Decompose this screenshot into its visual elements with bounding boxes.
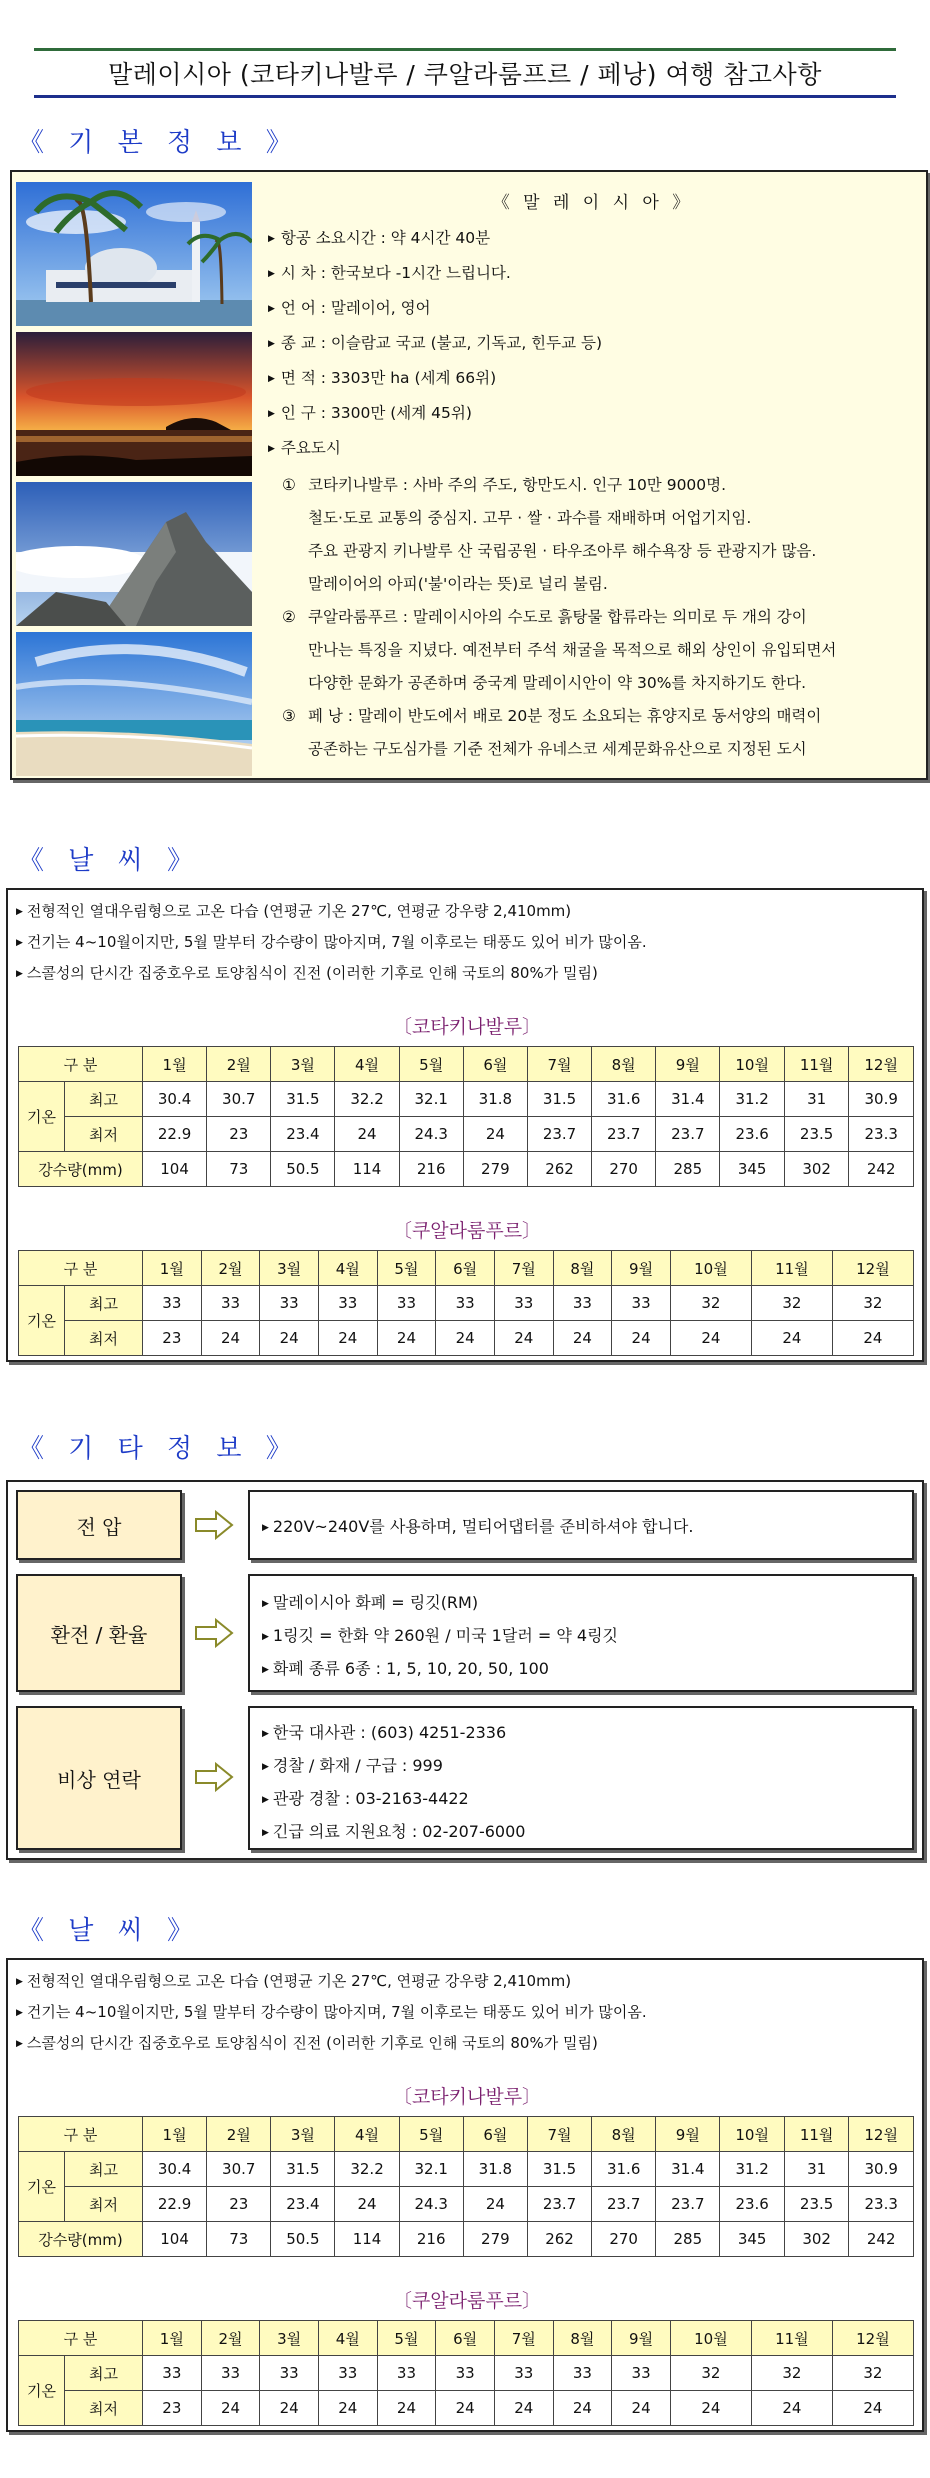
high-temp-cell: 33 [260, 1286, 319, 1321]
high-temp-cell: 31 [784, 2152, 848, 2187]
city-penang-line-1: ③ 페 낭 : 말레이 반도에서 배로 20분 정도 소요되는 휴양지로 동서양의 매력이 [282, 707, 822, 725]
high-temp-cell: 33 [318, 2356, 377, 2391]
month-header-cell: 10월 [670, 2321, 751, 2356]
low-temp-cell: 22.9 [143, 1117, 207, 1152]
table-row [19, 2222, 914, 2257]
triangle-bullet-icon: ▶ [262, 1632, 269, 1642]
triangle-bullet-icon: ▶ [262, 1599, 269, 1609]
low-temp-cell: 24 [751, 2391, 832, 2426]
low-temp-cell: 23.3 [849, 2187, 914, 2222]
low-temp-cell: 24 [318, 2391, 377, 2426]
triangle-bullet-icon: ▶ [16, 969, 23, 979]
month-header-cell: 11월 [751, 1251, 832, 1286]
high-temp-cell: 30.4 [143, 1082, 207, 1117]
high-temp-cell: 32.1 [399, 1082, 463, 1117]
low-temp-cell: 23.4 [271, 1117, 335, 1152]
basic-info-box [10, 170, 928, 780]
month-header-cell: 6월 [436, 1251, 495, 1286]
low-temp-cell: 24 [612, 2391, 671, 2426]
city-kota-line-1: ① 코타키나발루 : 사바 주의 주도, 항만도시. 인구 10만 9000명. [282, 476, 727, 494]
triangle-bullet-icon: ▶ [16, 2039, 23, 2049]
high-temp-cell: 31.8 [463, 1082, 527, 1117]
city-kota-line-2: 철도·도로 교통의 중심지. 고무 · 쌀 · 과수를 재배하며 어업기지임. [308, 509, 752, 527]
rainfall-cell: 242 [849, 1152, 914, 1187]
month-header-cell: 1월 [143, 1047, 207, 1082]
rainfall-cell: 216 [399, 1152, 463, 1187]
month-header-cell: 10월 [720, 2117, 784, 2152]
exchange-label: 환전 / 환율 [16, 1574, 182, 1692]
city-kota-line-4: 말레이어의 아피('불'이라는 뜻)로 널리 불림. [308, 575, 608, 593]
table-row [19, 1286, 914, 1321]
rainfall-cell: 279 [463, 1152, 527, 1187]
weather-line-2: ▶ 건기는 4~10월이지만, 5월 말부터 강수량이 많아지며, 7월 이후로는 태풍도 있어 비가 많이옴. [16, 2003, 647, 2021]
table-row [19, 2187, 914, 2222]
high-temp-cell: 30.4 [143, 2152, 207, 2187]
month-header-cell: 5월 [399, 2117, 463, 2152]
sunset-photo [16, 332, 252, 476]
table-row [19, 2356, 914, 2391]
low-temp-cell: 23 [207, 1117, 271, 1152]
month-header-cell: 9월 [612, 2321, 671, 2356]
low-temp-cell: 24 [494, 1321, 553, 1356]
kota-table-title: 〔코타키나발루〕 [392, 1016, 542, 1038]
low-temp-cell: 24 [670, 1321, 751, 1356]
header-cell: 구 분 [19, 1251, 143, 1286]
right-arrow-icon [194, 1618, 234, 1648]
month-header-cell: 8월 [553, 1251, 612, 1286]
month-header-cell: 8월 [592, 1047, 656, 1082]
month-header-cell: 4월 [335, 1047, 399, 1082]
temp-label-cell: 기온 [19, 2152, 65, 2222]
weather-box [6, 888, 924, 1362]
high-temp-cell: 32 [832, 1286, 913, 1321]
table-row [19, 2391, 914, 2426]
triangle-bullet-icon: ▶ [268, 304, 275, 314]
voltage-label: 전 압 [16, 1490, 182, 1560]
exchange-line-2: ▶ 1링깃 = 한화 약 260원 / 미국 1달러 = 약 4링깃 [262, 1626, 618, 1645]
high-temp-cell: 31.5 [271, 2152, 335, 2187]
high-temp-cell: 31.2 [720, 1082, 784, 1117]
emergency-label: 비상 연락 [16, 1706, 182, 1850]
high-temp-cell: 33 [436, 2356, 495, 2391]
other-section-title: 《 기 타 정 보 》 [18, 1434, 300, 1464]
triangle-bullet-icon: ▶ [262, 1762, 269, 1772]
rainfall-cell: 104 [143, 2222, 207, 2257]
table-row [19, 2117, 914, 2152]
triangle-bullet-icon: ▶ [16, 938, 23, 948]
right-arrow-icon [194, 1762, 234, 1792]
low-label-cell: 최저 [65, 1117, 143, 1152]
weather-box-repeat [6, 1958, 924, 2432]
table-row [19, 1082, 914, 1117]
low-temp-cell: 23.7 [527, 1117, 591, 1152]
low-temp-cell: 24 [377, 1321, 436, 1356]
low-temp-cell: 24 [832, 2391, 913, 2426]
high-label-cell: 최고 [65, 2152, 143, 2187]
kota-weather-table [18, 1046, 914, 1187]
table-row [19, 2321, 914, 2356]
month-header-cell: 1월 [143, 2117, 207, 2152]
table-row [19, 2152, 914, 2187]
header-cell: 구 분 [19, 2117, 143, 2152]
high-temp-cell: 33 [143, 1286, 202, 1321]
basic-section-title: 《 기 본 정 보 》 [18, 128, 300, 158]
month-header-cell: 4월 [318, 1251, 377, 1286]
month-header-cell: 3월 [271, 1047, 335, 1082]
high-temp-cell: 30.9 [849, 2152, 914, 2187]
city-kl-line-1: ② 쿠알라룸푸르 : 말레이시아의 수도로 흙탕물 합류라는 의미로 두 개의 강이 [282, 608, 807, 626]
low-temp-cell: 24 [436, 2391, 495, 2426]
major-cities-label: ▶ 주요도시 [268, 439, 341, 457]
month-header-cell: 3월 [271, 2117, 335, 2152]
tourist-police-line: ▶ 관광 경찰 : 03-2163-4422 [262, 1789, 469, 1808]
rainfall-cell: 285 [656, 2222, 720, 2257]
low-temp-cell: 23.7 [656, 1117, 720, 1152]
table-row [19, 1117, 914, 1152]
high-temp-cell: 33 [318, 1286, 377, 1321]
rainfall-cell: 345 [720, 2222, 784, 2257]
low-temp-cell: 23 [207, 2187, 271, 2222]
low-temp-cell: 24 [201, 2391, 260, 2426]
high-temp-cell: 32.2 [335, 2152, 399, 2187]
high-temp-cell: 31.4 [656, 2152, 720, 2187]
country-heading: 《 말 레 이 시 아 》 [492, 193, 694, 213]
month-header-cell: 8월 [553, 2321, 612, 2356]
rainfall-cell: 242 [849, 2222, 914, 2257]
temp-label-cell: 기온 [19, 1286, 65, 1356]
right-arrow-icon [194, 1510, 234, 1540]
exchange-info [248, 1574, 914, 1692]
low-temp-cell: 24 [612, 1321, 671, 1356]
rainfall-cell: 114 [335, 2222, 399, 2257]
mosque-photo [16, 182, 252, 326]
month-header-cell: 6월 [463, 1047, 527, 1082]
triangle-bullet-icon: ▶ [16, 907, 23, 917]
language: ▶ 언 어 : 말레이어, 영어 [268, 299, 431, 317]
low-temp-cell: 23.7 [592, 1117, 656, 1152]
month-header-cell: 11월 [784, 1047, 848, 1082]
city-penang-line-2: 공존하는 구도심가를 기준 전체가 유네스코 세계문화유산으로 지정된 도시 [308, 740, 807, 758]
low-temp-cell: 24 [751, 1321, 832, 1356]
rainfall-cell: 114 [335, 1152, 399, 1187]
weather-line-1: ▶ 전형적인 열대우림형으로 고온 다습 (연평균 기온 27℃, 연평균 강우량 2,410mm) [16, 902, 572, 920]
mountain-photo [16, 482, 252, 626]
rain-label-cell: 강수량(mm) [19, 2222, 143, 2257]
low-temp-cell: 24 [436, 1321, 495, 1356]
month-header-cell: 12월 [849, 2117, 914, 2152]
low-label-cell: 최저 [65, 1321, 143, 1356]
month-header-cell: 1월 [143, 2321, 202, 2356]
table-row [19, 1152, 914, 1187]
low-temp-cell: 23.4 [271, 2187, 335, 2222]
low-temp-cell: 23.6 [720, 2187, 784, 2222]
triangle-bullet-icon: ▶ [262, 1729, 269, 1739]
rainfall-cell: 50.5 [271, 1152, 335, 1187]
month-header-cell: 12월 [849, 1047, 914, 1082]
low-temp-cell: 24 [260, 2391, 319, 2426]
emergency-info [248, 1706, 914, 1850]
rainfall-cell: 345 [720, 1152, 784, 1187]
low-temp-cell: 24 [670, 2391, 751, 2426]
weather-line-3: ▶ 스콜성의 단시간 집중호우로 토양침식이 진전 (이러한 기후로 인해 국토의 80%가 밀림) [16, 964, 598, 982]
rainfall-cell: 270 [592, 1152, 656, 1187]
embassy-line: ▶ 한국 대사관 : (603) 4251-2336 [262, 1723, 507, 1742]
triangle-bullet-icon: ▶ [16, 1977, 23, 1987]
high-temp-cell: 33 [494, 1286, 553, 1321]
low-temp-cell: 24 [335, 2187, 399, 2222]
rainfall-cell: 104 [143, 1152, 207, 1187]
kl-weather-table [18, 1250, 914, 1356]
month-header-cell: 2월 [201, 2321, 260, 2356]
month-header-cell: 1월 [143, 1251, 202, 1286]
month-header-cell: 3월 [260, 1251, 319, 1286]
low-temp-cell: 23.7 [656, 2187, 720, 2222]
high-temp-cell: 33 [612, 1286, 671, 1321]
low-temp-cell: 23.7 [592, 2187, 656, 2222]
rainfall-cell: 50.5 [271, 2222, 335, 2257]
month-header-cell: 11월 [751, 2321, 832, 2356]
rainfall-cell: 73 [207, 2222, 271, 2257]
flight-time: ▶ 항공 소요시간 : 약 4시간 40분 [268, 229, 491, 247]
triangle-bullet-icon: ▶ [268, 234, 275, 244]
month-header-cell: 7월 [494, 1251, 553, 1286]
high-temp-cell: 33 [143, 2356, 202, 2391]
other-info-box [6, 1480, 924, 1860]
high-temp-cell: 31.5 [527, 2152, 591, 2187]
low-temp-cell: 23.3 [849, 1117, 914, 1152]
rainfall-cell: 279 [463, 2222, 527, 2257]
kl-table-title: 〔쿠알라룸푸르〕 [392, 2290, 542, 2312]
table-row [19, 1047, 914, 1082]
low-temp-cell: 24 [553, 2391, 612, 2426]
triangle-bullet-icon: ▶ [262, 1795, 269, 1805]
voltage-line: ▶ 220V~240V를 사용하며, 멀티어댑터를 준비하셔야 합니다. [262, 1517, 694, 1536]
high-temp-cell: 32 [751, 1286, 832, 1321]
rain-label-cell: 강수량(mm) [19, 1152, 143, 1187]
triangle-bullet-icon: ▶ [268, 269, 275, 279]
high-temp-cell: 32 [832, 2356, 913, 2391]
high-temp-cell: 30.7 [207, 2152, 271, 2187]
city-kota-line-3: 주요 관광지 키나발루 산 국립공원 · 타우조아루 해수욕장 등 관광지가 많음. [308, 542, 817, 560]
triangle-bullet-icon: ▶ [262, 1828, 269, 1838]
high-temp-cell: 32 [751, 2356, 832, 2391]
month-header-cell: 3월 [260, 2321, 319, 2356]
population: ▶ 인 구 : 3300만 (세계 45위) [268, 404, 472, 422]
low-temp-cell: 24 [463, 1117, 527, 1152]
low-label-cell: 최저 [65, 2391, 143, 2426]
high-temp-cell: 31.2 [720, 2152, 784, 2187]
high-temp-cell: 33 [201, 1286, 260, 1321]
triangle-bullet-icon: ▶ [268, 409, 275, 419]
low-temp-cell: 24 [201, 1321, 260, 1356]
low-label-cell: 최저 [65, 2187, 143, 2222]
high-temp-cell: 33 [553, 2356, 612, 2391]
low-temp-cell: 24 [463, 2187, 527, 2222]
month-header-cell: 2월 [207, 1047, 271, 1082]
low-temp-cell: 23.5 [784, 1117, 848, 1152]
weather-line-3: ▶ 스콜성의 단시간 집중호우로 토양침식이 진전 (이러한 기후로 인해 국토의 80%가 밀림) [16, 2034, 598, 2052]
month-header-cell: 9월 [656, 1047, 720, 1082]
time-difference: ▶ 시 차 : 한국보다 -1시간 느립니다. [268, 264, 511, 282]
month-header-cell: 5월 [377, 1251, 436, 1286]
high-temp-cell: 31 [784, 1082, 848, 1117]
low-temp-cell: 24 [494, 2391, 553, 2426]
low-temp-cell: 23 [143, 1321, 202, 1356]
month-header-cell: 8월 [592, 2117, 656, 2152]
low-temp-cell: 23.7 [527, 2187, 591, 2222]
rainfall-cell: 262 [527, 2222, 591, 2257]
high-temp-cell: 32 [670, 2356, 751, 2391]
low-temp-cell: 24 [335, 1117, 399, 1152]
exchange-line-3: ▶ 화폐 종류 6종 : 1, 5, 10, 20, 50, 100 [262, 1659, 549, 1678]
month-header-cell: 11월 [784, 2117, 848, 2152]
high-temp-cell: 30.9 [849, 1082, 914, 1117]
month-header-cell: 12월 [832, 1251, 913, 1286]
voltage-info [248, 1490, 914, 1560]
low-temp-cell: 24.3 [399, 1117, 463, 1152]
month-header-cell: 10월 [720, 1047, 784, 1082]
month-header-cell: 7월 [527, 2117, 591, 2152]
low-temp-cell: 24 [260, 1321, 319, 1356]
triangle-bullet-icon: ▶ [262, 1523, 269, 1533]
high-temp-cell: 33 [201, 2356, 260, 2391]
police-line: ▶ 경찰 / 화재 / 구급 : 999 [262, 1756, 443, 1775]
beach-photo [16, 632, 252, 776]
low-temp-cell: 24.3 [399, 2187, 463, 2222]
table-row [19, 1251, 914, 1286]
high-temp-cell: 32.2 [335, 1082, 399, 1117]
kl-table-title: 〔쿠알라룸푸르〕 [392, 1220, 542, 1242]
low-temp-cell: 24 [553, 1321, 612, 1356]
rainfall-cell: 302 [784, 2222, 848, 2257]
table-row [19, 1321, 914, 1356]
triangle-bullet-icon: ▶ [16, 2008, 23, 2018]
rainfall-cell: 285 [656, 1152, 720, 1187]
high-temp-cell: 31.4 [656, 1082, 720, 1117]
temp-label-cell: 기온 [19, 2356, 65, 2426]
high-temp-cell: 33 [377, 1286, 436, 1321]
high-temp-cell: 31.6 [592, 2152, 656, 2187]
month-header-cell: 6월 [463, 2117, 527, 2152]
rainfall-cell: 73 [207, 1152, 271, 1187]
triangle-bullet-icon: ▶ [268, 444, 275, 454]
kl-weather-table [18, 2320, 914, 2426]
exchange-line-1: ▶ 말레이시아 화폐 = 링깃(RM) [262, 1593, 479, 1612]
month-header-cell: 5월 [377, 2321, 436, 2356]
weather-section-title-repeat: 《 날 씨 》 [18, 1916, 202, 1946]
month-header-cell: 4월 [335, 2117, 399, 2152]
month-header-cell: 10월 [670, 1251, 751, 1286]
month-header-cell: 9월 [612, 1251, 671, 1286]
high-label-cell: 최고 [65, 2356, 143, 2391]
month-header-cell: 2월 [207, 2117, 271, 2152]
low-temp-cell: 24 [832, 1321, 913, 1356]
high-temp-cell: 33 [494, 2356, 553, 2391]
weather-line-2: ▶ 건기는 4~10월이지만, 5월 말부터 강수량이 많아지며, 7월 이후로는 태풍도 있어 비가 많이옴. [16, 933, 647, 951]
low-temp-cell: 22.9 [143, 2187, 207, 2222]
high-temp-cell: 33 [260, 2356, 319, 2391]
rainfall-cell: 262 [527, 1152, 591, 1187]
low-temp-cell: 23.5 [784, 2187, 848, 2222]
medical-line: ▶ 긴급 의료 지원요청 : 02-207-6000 [262, 1822, 526, 1841]
rainfall-cell: 216 [399, 2222, 463, 2257]
month-header-cell: 7월 [527, 1047, 591, 1082]
triangle-bullet-icon: ▶ [268, 374, 275, 384]
low-temp-cell: 24 [377, 2391, 436, 2426]
weather-section-title: 《 날 씨 》 [18, 846, 202, 876]
rainfall-cell: 270 [592, 2222, 656, 2257]
header-cell: 구 분 [19, 2321, 143, 2356]
header-cell: 구 분 [19, 1047, 143, 1082]
temp-label-cell: 기온 [19, 1082, 65, 1152]
high-temp-cell: 33 [553, 1286, 612, 1321]
weather-line-1: ▶ 전형적인 열대우림형으로 고온 다습 (연평균 기온 27℃, 연평균 강우량 2,410mm) [16, 1972, 572, 1990]
rainfall-cell: 302 [784, 1152, 848, 1187]
area: ▶ 면 적 : 3303만 ha (세계 66위) [268, 369, 497, 387]
high-temp-cell: 31.5 [271, 1082, 335, 1117]
high-temp-cell: 32 [670, 1286, 751, 1321]
low-temp-cell: 23 [143, 2391, 202, 2426]
high-temp-cell: 32.1 [399, 2152, 463, 2187]
page-title: 말레이시아 (코타키나발루 / 쿠알라룸프르 / 페낭) 여행 참고사항 [34, 48, 896, 98]
month-header-cell: 4월 [318, 2321, 377, 2356]
kota-weather-table [18, 2116, 914, 2257]
high-label-cell: 최고 [65, 1082, 143, 1117]
low-temp-cell: 24 [318, 1321, 377, 1356]
high-temp-cell: 33 [436, 1286, 495, 1321]
high-temp-cell: 33 [377, 2356, 436, 2391]
month-header-cell: 9월 [656, 2117, 720, 2152]
triangle-bullet-icon: ▶ [268, 339, 275, 349]
kota-table-title: 〔코타키나발루〕 [392, 2086, 542, 2108]
month-header-cell: 7월 [494, 2321, 553, 2356]
high-temp-cell: 33 [612, 2356, 671, 2391]
high-temp-cell: 31.6 [592, 1082, 656, 1117]
city-kl-line-3: 다양한 문화가 공존하며 중국계 말레이시안이 약 30%를 차지하기도 한다. [308, 674, 807, 692]
low-temp-cell: 23.6 [720, 1117, 784, 1152]
month-header-cell: 5월 [399, 1047, 463, 1082]
high-temp-cell: 31.8 [463, 2152, 527, 2187]
high-temp-cell: 30.7 [207, 1082, 271, 1117]
high-temp-cell: 31.5 [527, 1082, 591, 1117]
religion: ▶ 종 교 : 이슬람교 국교 (불교, 기독교, 힌두교 등) [268, 334, 603, 352]
month-header-cell: 6월 [436, 2321, 495, 2356]
month-header-cell: 12월 [832, 2321, 913, 2356]
city-kl-line-2: 만나는 특징을 지녔다. 예전부터 주석 채굴을 목적으로 해외 상인이 유입되면서 [308, 641, 837, 659]
high-label-cell: 최고 [65, 1286, 143, 1321]
triangle-bullet-icon: ▶ [262, 1665, 269, 1675]
month-header-cell: 2월 [201, 1251, 260, 1286]
